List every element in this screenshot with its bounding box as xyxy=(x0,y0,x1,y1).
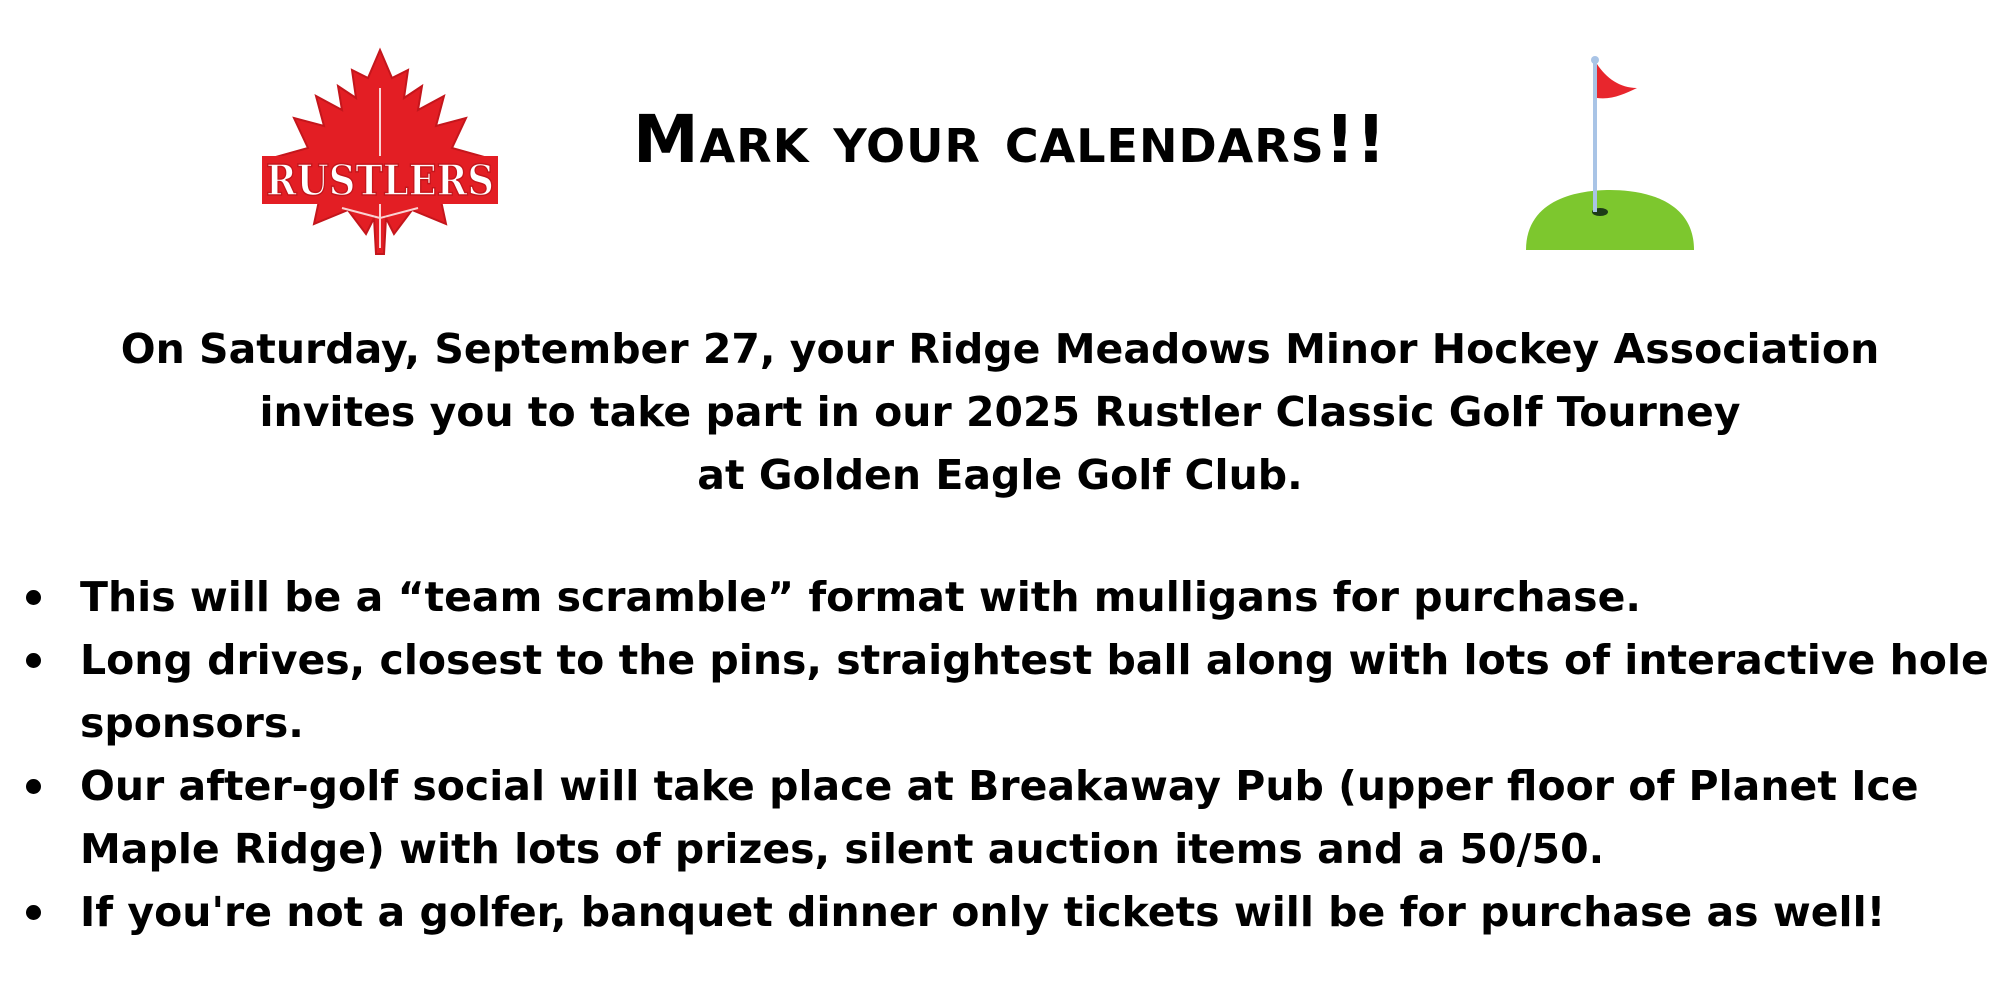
list-item xyxy=(0,881,1990,944)
bullet-icon xyxy=(26,653,41,668)
flag-pole-top xyxy=(1591,56,1599,64)
intro-paragraph xyxy=(60,318,1940,507)
list-item xyxy=(0,755,1990,881)
list-item xyxy=(0,629,1990,755)
golf-flag-icon xyxy=(1520,48,1700,258)
rustlers-logo xyxy=(262,48,498,258)
golf-green xyxy=(1526,190,1694,250)
bullet-icon xyxy=(26,779,41,794)
details-list xyxy=(0,566,1990,944)
intro-line-1: On Saturday, September 27, your Ridge Meadows Minor Hockey Association xyxy=(120,325,1880,373)
logo-text: RUSTLERS xyxy=(266,156,494,205)
flag xyxy=(1597,64,1637,98)
list-item xyxy=(0,566,1990,629)
list-item-text: Our after-golf social will take place at Breakaway Pub (upper floor of Planet Ice Maple Ridge) with lots of prizes, silent auction items and a 50/50. xyxy=(80,762,1919,873)
list-item-text: If you're not a golfer, banquet dinner only tickets will be for purchase as well! xyxy=(80,888,1886,936)
intro-line-2: invites you to take part in our 2025 Rustler Classic Golf Tourney xyxy=(259,388,1741,436)
intro-line-3: at Golden Eagle Golf Club. xyxy=(697,451,1303,499)
list-item-text: This will be a “team scramble” format with mulligans for purchase. xyxy=(80,573,1641,621)
bullet-icon xyxy=(26,905,41,920)
page-title: Mark your calendars!! xyxy=(633,101,1387,178)
bullet-icon xyxy=(26,590,41,605)
list-item-text: Long drives, closest to the pins, straightest ball along with lots of interactive hole sponsors. xyxy=(80,636,1989,747)
